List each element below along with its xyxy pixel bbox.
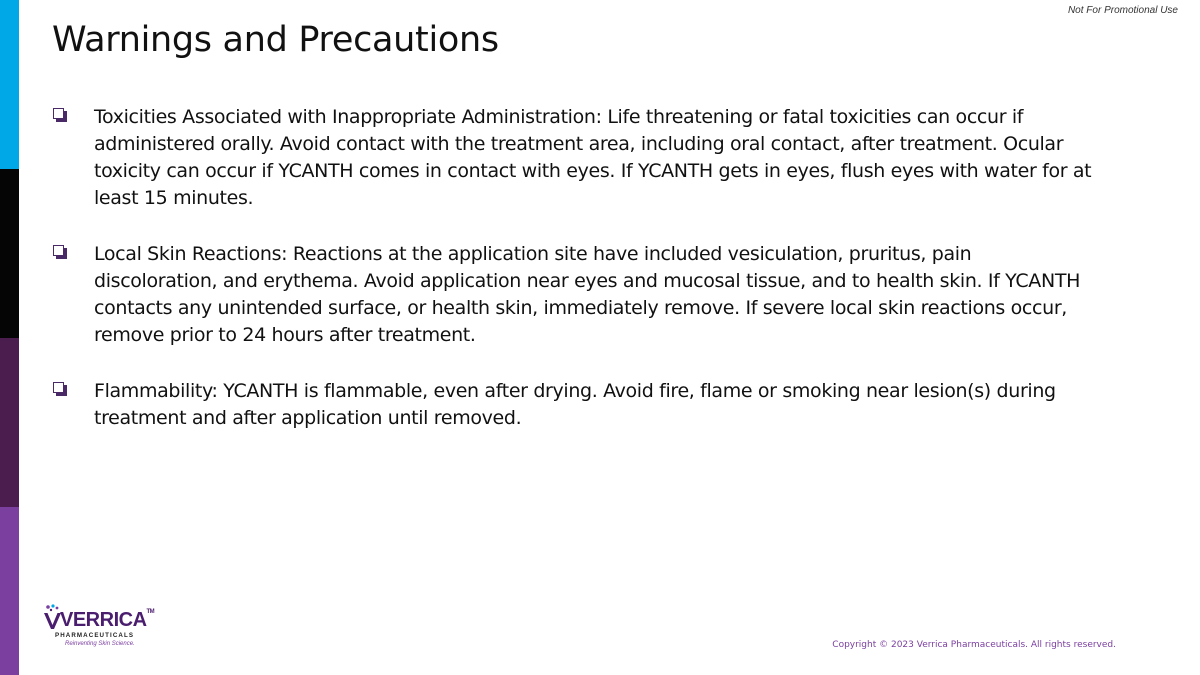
- copyright-notice: Copyright © 2023 Verrica Pharmaceuticals. All rights reserved.: [832, 640, 1116, 650]
- bullet-text: Flammability: YCANTH is flammable, even after drying. Avoid fire, flame or smoking near lesion(s) during treatment and after application until removed.: [94, 380, 1056, 429]
- logo-tagline: Reinventing Skin Science.: [65, 641, 135, 647]
- side-bar-blue-segment: [0, 0, 19, 169]
- bullet-item: [52, 104, 1092, 212]
- promotional-note: Not For Promotional Use: [1067, 5, 1178, 16]
- verrica-logo: [40, 604, 155, 652]
- side-bar-plum-segment: [0, 338, 19, 507]
- checkbox-bullet-icon: [53, 108, 64, 119]
- side-color-bar: [0, 0, 19, 675]
- slide-title: Warnings and Precautions: [52, 20, 499, 60]
- checkbox-bullet-icon: [53, 382, 64, 393]
- bullet-item: [52, 378, 1092, 432]
- bullet-list: [52, 104, 1092, 432]
- checkbox-bullet-icon: [53, 245, 64, 256]
- bullet-text: Local Skin Reactions: Reactions at the application site have included vesiculation, pruritus, pain discoloration, and erythema. Avoid application near eyes and mucosal tissue, and to health skin. If YCANTH contacts any unintended surface, or health skin, immediately remove. If severe local skin reactions occur, remove prior to 24 hours after treatment.: [94, 243, 1081, 346]
- bullet-text: Toxicities Associated with Inappropriate Administration: Life threatening or fatal toxicities can occur if administered orally. Avoid contact with the treatment area, including oral contact, after treatment. Ocular toxicity can occur if YCANTH comes in contact with eyes. If YCANTH gets in eyes, flush eyes with water for at least 15 minutes.: [94, 106, 1092, 209]
- logo-wordmark: VERRICA™: [60, 609, 155, 631]
- side-bar-black-segment: [0, 169, 19, 338]
- bullet-item: [52, 241, 1092, 349]
- side-bar-purple-segment: [0, 507, 19, 675]
- logo-subtitle: PHARMACEUTICALS: [55, 632, 135, 639]
